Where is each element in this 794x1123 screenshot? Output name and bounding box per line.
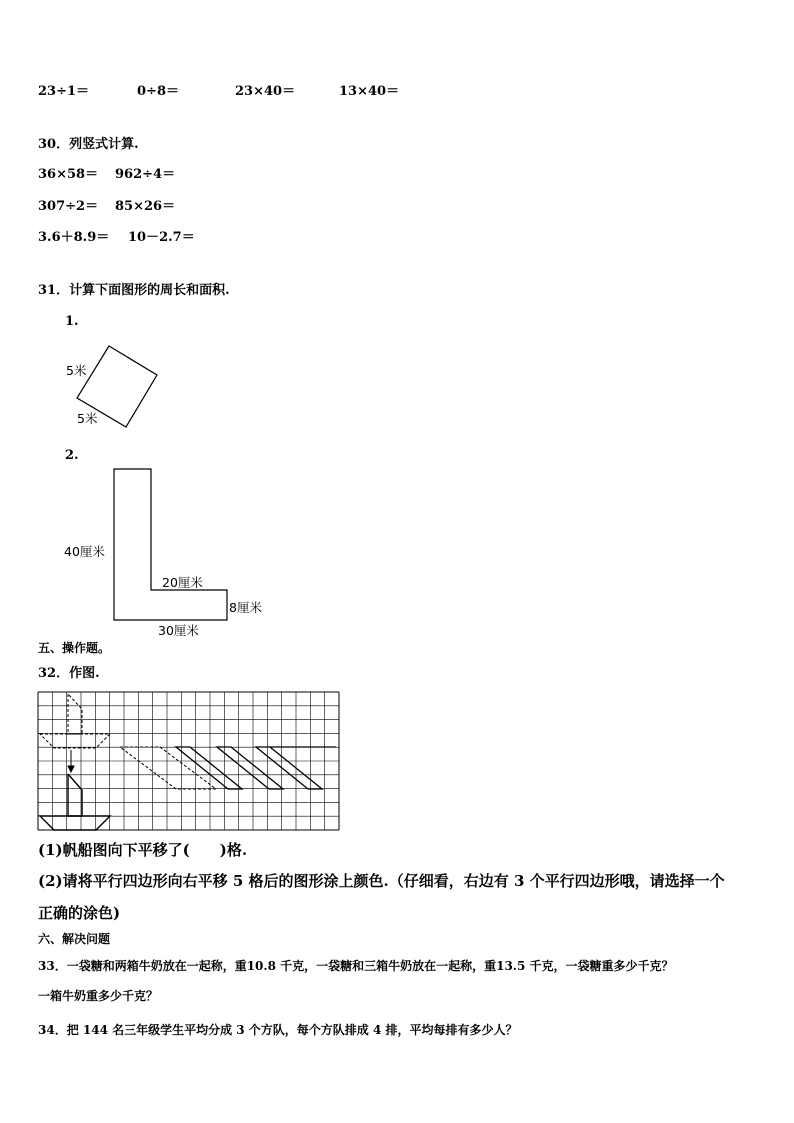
parallelogram-option-1 (176, 747, 242, 789)
hull-moved (40, 816, 110, 830)
q30-item-3: 307÷2＝ (38, 199, 99, 214)
q33-line2: 一箱牛奶重多少千克？ (38, 989, 159, 1003)
sail-original (68, 694, 82, 734)
q30-item-2: 962÷4＝ (115, 167, 176, 182)
q30-item-6: 10－2.7＝ (128, 230, 195, 245)
q32-sub2-line2: 正确的涂色) (38, 904, 121, 922)
oral-calc-4: 13×40＝ (339, 84, 400, 99)
q31-fig1-number: 1. (65, 314, 79, 329)
parallelogram-option-3 (256, 747, 322, 789)
square-side-label-b: 5米 (77, 411, 98, 426)
q31-fig2-number: 2. (65, 448, 79, 463)
oral-calc-1: 23÷1＝ (38, 84, 90, 99)
q30-item-1: 36×58＝ (38, 167, 99, 182)
oral-calc-3: 23×40＝ (235, 84, 296, 99)
candidate-parallelograms (176, 747, 336, 789)
q30-item-5: 3.6＋8.9＝ (38, 230, 110, 245)
oral-calc-2: 0÷8＝ (137, 84, 179, 99)
q31-title: 31．计算下面图形的周长和面积. (38, 283, 230, 298)
grid-lines (38, 692, 339, 830)
l-shape-height-label: 40厘米 (64, 544, 105, 559)
l-shape (114, 469, 227, 620)
l-shape-foot-label: 8厘米 (229, 600, 262, 615)
sailboat-moved (40, 774, 110, 830)
q30-title: 30．列竖式计算. (38, 137, 139, 152)
sail-moved (68, 774, 82, 816)
sailboat-original (40, 694, 110, 748)
q32-sub2-line1: (2)请将平行四边形向右平移 5 格后的图形涂上颜色.（仔细看，右边有 3 个平行四边形哦，请选择一个 (38, 872, 725, 890)
section-5-heading: 五、操作题。 (38, 641, 111, 655)
q33-line1: 33．一袋糖和两箱牛奶放在一起称，重10.8 千克，一袋糖和三箱牛奶放在一起称，重13.5 千克，一袋糖重多少千克？ (38, 959, 674, 973)
parallelogram-option-2 (217, 747, 283, 789)
l-shape-inner-label: 20厘米 (162, 575, 203, 590)
q30-item-4: 85×26＝ (115, 199, 176, 214)
q32-sub1: (1)帆船图向下平移了( )格. (38, 841, 248, 859)
hull-original (40, 734, 110, 748)
square-side-label-a: 5米 (66, 363, 87, 378)
q34-text: 34．把 144 名三年级学生平均分成 3 个方队，每个方队排成 4 排，平均每排有多少人？ (38, 1023, 518, 1037)
translation-grid (38, 692, 339, 830)
section-6-heading: 六、解决问题 (38, 932, 111, 946)
l-shape-base-label: 30厘米 (158, 623, 199, 638)
q32-title: 32．作图. (38, 666, 100, 681)
